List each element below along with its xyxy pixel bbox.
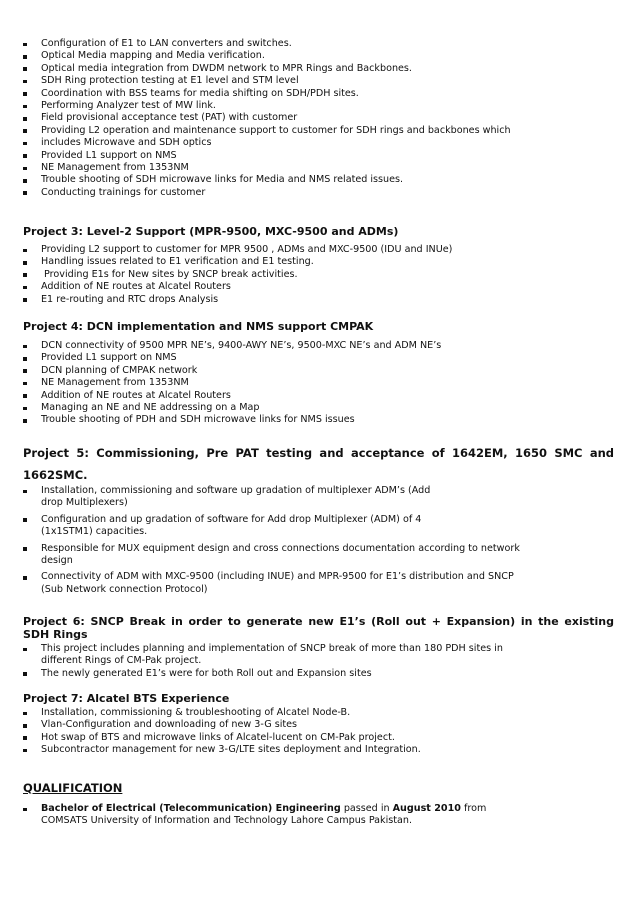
bullet-icon: [23, 129, 27, 133]
list-item: [23, 485, 528, 510]
list-item-text: Provided L1 support on NMS: [41, 352, 177, 364]
project5-bullet-list: [23, 485, 528, 596]
list-item-text: Hot swap of BTS and microwave links of Alcatel-lucent on CM-Pak project.: [41, 731, 395, 743]
project7-heading: Project 7: Alcatel BTS Experience: [23, 692, 230, 705]
bullet-icon: [23, 142, 27, 146]
list-item: [23, 269, 523, 281]
list-item: [23, 256, 523, 268]
project5-heading-line1: Project 5: Commissioning, Pre PAT testing and acceptance of 1642EM, 1650 SMC and: [23, 446, 614, 460]
qualification-text-2: from COMSATS University of Information and Technology Lahore Campus Pakistan.: [41, 803, 490, 827]
bullet-icon: [23, 117, 27, 121]
list-item-text: Trouble shooting of SDH microwave links for Media and NMS related issues.: [41, 174, 404, 186]
list-item: [23, 803, 518, 828]
list-item-text: Installation, commissioning & troubleshooting of Alcatel Node-B.: [41, 707, 351, 718]
list-item: [23, 63, 523, 75]
bullet-icon: [23, 736, 27, 740]
project3-bullet-list: [23, 244, 523, 306]
bullet-icon: [23, 55, 27, 59]
bullet-icon: [23, 808, 27, 812]
list-item: [23, 162, 523, 174]
list-item-text: Connectivity of ADM with MXC-9500 (including INUE) and MPR-9500 for E1’s distribution and SNCP (Sub Network connection Protocol): [41, 571, 514, 595]
list-item: [23, 719, 523, 731]
graduation-date: August 2010: [392, 803, 461, 814]
project6-bullet-list: [23, 643, 515, 680]
list-item: [23, 414, 523, 426]
list-item: [23, 365, 523, 377]
list-item-text: Installation, commissioning and software up gradation of multiplexer ADM’s (Add drop Multiplexers): [41, 485, 431, 509]
bullet-icon: [23, 80, 27, 84]
list-item-text: Responsible for MUX equipment design and cross connections documentation according to network design: [41, 542, 520, 567]
project7-bullet-list: [23, 707, 523, 757]
project5-heading: [23, 442, 614, 486]
bullet-icon: [23, 490, 27, 494]
list-item: [23, 668, 515, 680]
list-item-text: Addition of NE routes at Alcatel Routers: [41, 389, 231, 401]
bullet-icon: [23, 547, 27, 551]
qualification-text-1: passed in: [340, 803, 393, 814]
list-item: [23, 112, 523, 124]
bullet-icon: [23, 749, 27, 753]
list-item-text: Providing E1s for New sites by SNCP break activities.: [41, 268, 298, 280]
list-item: [23, 100, 523, 112]
project4-heading: Project 4: DCN implementation and NMS support CMPAK: [23, 320, 374, 333]
list-item: [23, 643, 515, 668]
bullet-icon: [23, 298, 27, 302]
bullet-icon: [23, 105, 27, 109]
list-item: [23, 187, 523, 199]
bullet-icon: [23, 191, 27, 195]
list-item: [23, 137, 523, 149]
bullet-icon: [23, 345, 27, 349]
bullet-icon: [23, 419, 27, 423]
project6-heading: [23, 615, 614, 641]
list-item-text: Handling issues related to E1 verification and E1 testing.: [41, 256, 314, 268]
list-item-text: NE Management from 1353NM: [41, 162, 189, 174]
bullet-icon: [23, 43, 27, 47]
project6-heading-line2: SDH Rings: [23, 628, 88, 641]
list-item: [23, 150, 523, 162]
qualification-bullet-list: [23, 803, 518, 828]
list-item-text: NE Management from 1353NM: [41, 377, 189, 389]
bullet-icon: [23, 382, 27, 386]
list-item-text: Providing L2 support to customer for MPR 9500 , ADMs and MXC-9500 (IDU and INUe): [41, 244, 453, 255]
list-item-text: DCN connectivity of 9500 MPR NE’s, 9400-AWY NE’s, 9500-MXC NE’s and ADM NE’s: [41, 340, 442, 351]
list-item: [23, 390, 523, 402]
list-item-text: Optical Media mapping and Media verification.: [41, 50, 265, 62]
list-item: [23, 38, 523, 50]
list-item: [23, 88, 523, 100]
bullet-icon: [23, 672, 27, 676]
list-item-text: DCN planning of CMPAK network: [41, 364, 198, 376]
list-item-text: Managing an NE and NE addressing on a Map: [41, 402, 260, 414]
bullet-icon: [23, 369, 27, 373]
bullet-icon: [23, 167, 27, 171]
list-item-text: Field provisional acceptance test (PAT) with customer: [41, 112, 298, 124]
list-item-text: Addition of NE routes at Alcatel Routers: [41, 281, 231, 293]
list-item: [23, 402, 523, 414]
bullet-icon: [23, 712, 27, 716]
list-item-text: SDH Ring protection testing at E1 level and STM level: [41, 75, 299, 87]
list-item-text: Coordination with BSS teams for media shifting on SDH/PDH sites.: [41, 87, 359, 99]
bullet-icon: [23, 92, 27, 96]
list-item-text: includes Microwave and SDH optics: [41, 137, 212, 149]
list-item-text: Configuration of E1 to LAN converters and switches.: [41, 38, 292, 49]
project5-heading-line2: 1662SMC.: [23, 468, 88, 482]
list-item: [23, 707, 523, 719]
list-item: [23, 174, 523, 186]
list-item: [23, 352, 523, 364]
bullet-icon: [23, 179, 27, 183]
project4-bullet-list: [23, 340, 523, 427]
bullet-icon: [23, 518, 27, 522]
list-item-text: Performing Analyzer test of MW link.: [41, 100, 216, 112]
bullet-icon: [23, 394, 27, 398]
list-item: [23, 125, 523, 137]
list-item: [23, 571, 528, 596]
list-item-text: Conducting trainings for customer: [41, 186, 206, 198]
bullet-icon: [23, 67, 27, 71]
list-item-text: Trouble shooting of PDH and SDH microwave links for NMS issues: [41, 414, 355, 426]
bullet-icon: [23, 407, 27, 411]
bullet-icon: [23, 648, 27, 652]
list-item: [23, 281, 523, 293]
list-item: [23, 340, 523, 352]
bullet-icon: [23, 261, 27, 265]
list-item-text: Optical media integration from DWDM network to MPR Rings and Backbones.: [41, 62, 412, 74]
list-item-text: This project includes planning and implementation of SNCP break of more than 180 PDH sites in different Rings of CM-Pak project.: [41, 643, 503, 667]
bullet-icon: [23, 576, 27, 580]
list-item: [23, 294, 523, 306]
bullet-icon: [23, 249, 27, 253]
list-item-text: The newly generated E1’s were for both Roll out and Expansion sites: [41, 667, 372, 679]
list-item-text: Provided L1 support on NMS: [41, 149, 177, 161]
bullet-icon: [23, 357, 27, 361]
list-item-text: Subcontractor management for new 3-G/LTE sites deployment and Integration.: [41, 744, 421, 756]
list-item-text: Providing L2 operation and maintenance support to customer for SDH rings and backbones which: [41, 124, 511, 136]
list-item: [23, 732, 523, 744]
list-item: [23, 50, 523, 62]
degree-name: Bachelor of Electrical (Telecommunication) Engineering: [41, 803, 341, 814]
project3-heading: Project 3: Level-2 Support (MPR-9500, MXC-9500 and ADMs): [23, 225, 399, 238]
qualification-heading: QUALIFICATION: [23, 781, 123, 795]
list-item-text: E1 re-routing and RTC drops Analysis: [41, 293, 219, 305]
list-item: [23, 244, 523, 256]
bullet-icon: [23, 154, 27, 158]
bullet-icon: [23, 724, 27, 728]
list-item: [23, 75, 523, 87]
list-item-text: Vlan-Configuration and downloading of new 3-G sites: [41, 719, 298, 731]
list-item-text: Configuration and up gradation of software for Add drop Multiplexer (ADM) of 4 (1x1STM1) capacities.: [41, 513, 422, 538]
bullet-icon: [23, 286, 27, 290]
project6-heading-line1: Project 6: SNCP Break in order to generate new E1’s (Roll out + Expansion) in the existing: [23, 615, 614, 628]
list-item: [23, 543, 528, 568]
list-item: [23, 744, 523, 756]
intro-bullet-list: [23, 38, 523, 199]
list-item: [23, 377, 523, 389]
list-item: [23, 514, 528, 539]
bullet-icon: [23, 273, 27, 277]
